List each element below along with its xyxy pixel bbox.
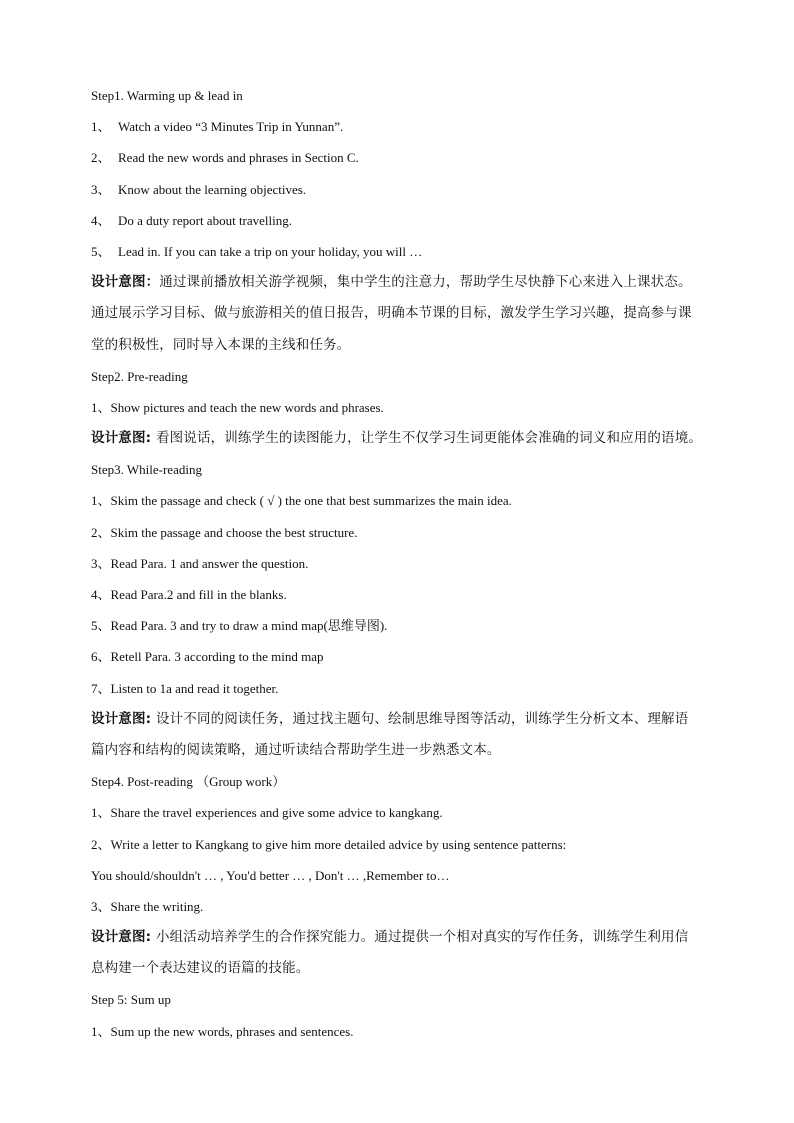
step4-item-2 [91,829,706,860]
step3-design-intent-line-2: 篇内容和结构的阅读策略，通过听读结合帮助学生进一步熟悉文本。 [91,741,501,758]
step1-item-1 [91,111,706,142]
item-text: Share the travel experiences and give some advice to kangkang. [110,805,443,821]
design-intent-text: 设计不同的阅读任务，通过找主题句、绘制思维导图等活动，训练学生分析文本、理解语 [156,710,689,727]
item-text: Retell Para. 3 according to the mind map [110,649,324,665]
step2-design-intent-line-1 [91,423,706,454]
item-number: 1、 [91,805,111,821]
step4-design-intent-line-1 [91,922,706,953]
design-intent-label: 设计意图： [91,274,160,291]
step3-item-5 [91,610,706,641]
item-text: Listen to 1a and read it together. [110,680,279,696]
item-number: 2、 [91,524,111,540]
step4-item-1 [91,797,706,828]
design-intent-label: 设计意图: [91,710,156,727]
step3-item-4 [91,579,706,610]
item-number: 2、 [91,836,111,852]
item-number: 6、 [91,649,111,665]
step1-item-5 [91,236,706,267]
item-text: Sum up the new words, phrases and sentences. [110,1023,354,1039]
design-intent-text: 看图说话，训练学生的读图能力，让学生不仅学习生词更能体会准确的词义和应用的语境。 [156,430,702,447]
step3-item-7 [91,673,706,704]
step4-design-intent-line-2: 息构建一个表达建议的语篇的技能。 [91,960,310,977]
item-number: 1、 [91,399,111,415]
step3-item-6 [91,641,706,672]
item-text: Skim the passage and check ( √ ) the one that best summarizes the main idea. [110,493,512,509]
item-number: 1、 [91,1023,111,1039]
item-text: Lead in. If you can take a trip on your holiday, you will … [118,243,423,259]
item-number: 3、 [91,898,111,914]
item-text: Share the writing. [110,898,204,914]
step4-item-3 [91,891,706,922]
step1-design-intent-line-2: 通过展示学习目标、做与旅游相关的值日报告，明确本节课的目标，激发学生学习兴趣，提高参与课 [91,305,692,322]
item-text: Read the new words and phrases in Section C. [118,150,359,166]
step4-heading: Step4. Post-reading （Group work） [91,774,286,790]
item-text: Watch a video “3 Minutes Trip in Yunnan”. [118,119,344,135]
item-number: 1、 [91,119,111,135]
step1-item-3 [91,174,706,205]
step3-item-3 [91,548,706,579]
step2-item-1 [91,392,706,423]
item-number: 1、 [91,493,111,509]
item-number: 4、 [91,587,111,602]
item-text: Read Para.2 and fill in the blanks. [110,587,287,602]
step1-design-intent-line-1 [91,267,706,298]
step5-heading: Step 5: Sum up [91,992,171,1008]
item-text: Show pictures and teach the new words and phrases. [110,399,384,415]
item-number: 5、 [91,618,111,634]
item-number: 2、 [91,150,111,166]
design-intent-text: 小组活动培养学生的合作探究能力。通过提供一个相对真实的写作任务，训练学生利用信 [156,929,689,946]
item-number: 3、 [91,181,111,197]
design-intent-text: 通过课前播放相关游学视频，集中学生的注意力，帮助学生尽快静下心来进入上课状态。 [159,274,692,291]
step1-design-intent-line-3: 堂的积极性，同时导入本课的主线和任务。 [91,336,351,353]
step2-heading: Step2. Pre-reading [91,368,188,384]
step4-sentence-patterns: You should/shouldn't … , You'd better … , Don't … ,Remember to… [91,867,450,883]
item-text: Know about the learning objectives. [118,181,307,197]
item-text: Skim the passage and choose the best structure. [110,524,358,540]
step3-item-1 [91,485,706,516]
item-number: 3、 [91,555,111,571]
step5-item-1 [91,1016,706,1047]
step1-item-4 [91,205,706,236]
step3-design-intent-line-1 [91,704,706,735]
step3-heading: Step3. While-reading [91,462,202,478]
item-text: Write a letter to Kangkang to give him more detailed advice by using sentence patterns: [110,836,567,852]
item-text: Read Para. 1 and answer the question. [110,555,309,571]
step3-item-2 [91,517,706,548]
step1-item-2 [91,142,706,173]
item-number: 5、 [91,243,111,259]
step1-heading: Step1. Warming up & lead in [91,88,243,103]
item-text: Read Para. 3 and try to draw a mind map(思维导图). [110,618,388,634]
item-number: 7、 [91,680,111,696]
item-number: 4、 [91,212,111,228]
design-intent-label: 设计意图: [91,929,156,946]
item-text: Do a duty report about travelling. [118,212,293,228]
design-intent-label: 设计意图: [91,430,156,447]
